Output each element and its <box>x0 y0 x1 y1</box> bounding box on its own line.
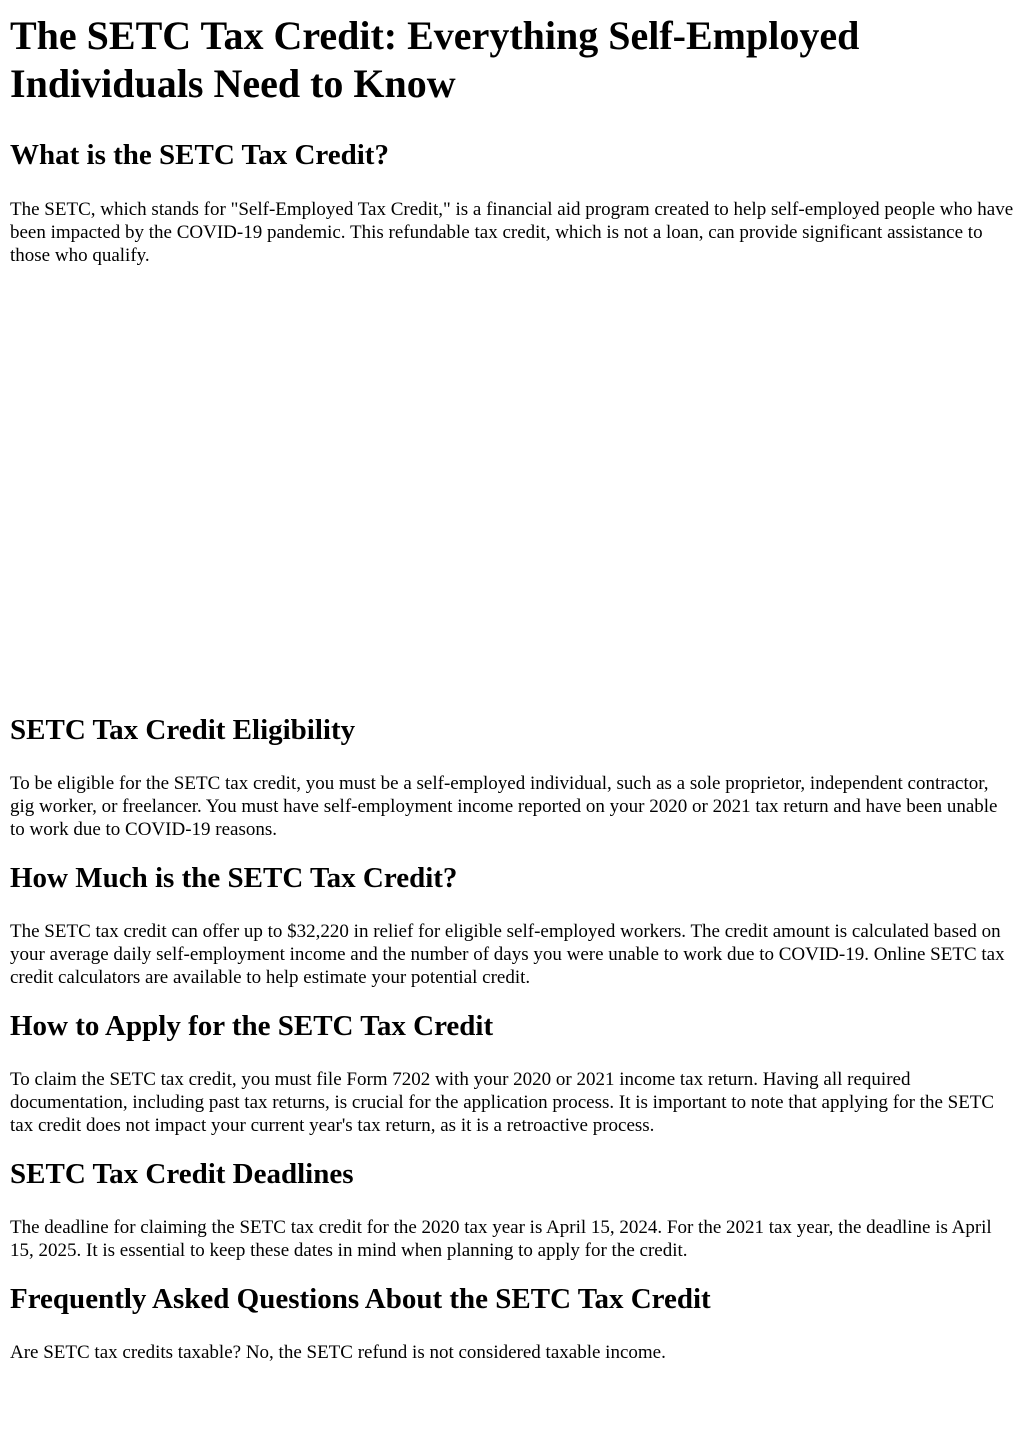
section-body-what-is: The SETC, which stands for "Self-Employed Tax Credit," is a financial aid program created to help self-employed people who have been impacted by the COVID-19 pandemic. This refundable tax credit, which is not a loan, can provide significant assistance to those who qualify. <box>10 199 1014 266</box>
section-heading-how-to-apply: How to Apply for the SETC Tax Credit <box>10 1010 494 1042</box>
section-body-how-to-apply: To claim the SETC tax credit, you must file Form 7202 with your 2020 or 2021 income tax return. Having all required documentation, including past tax returns, is crucial for the application process. It is important to note that applying for the SETC tax credit does not impact your current year's tax return, as it is a retroactive process. <box>10 1069 995 1136</box>
section-heading-faq: Frequently Asked Questions About the SETC Tax Credit <box>10 1283 711 1315</box>
section-body-how-much: The SETC tax credit can offer up to $32,220 in relief for eligible self-employed workers. The credit amount is calculated based on your average daily self-employment income and the number of days you were unable to work due to COVID-19. Online SETC tax credit calculators are available to help estimate your potential credit. <box>10 921 1005 988</box>
section-heading-deadlines: SETC Tax Credit Deadlines <box>10 1158 354 1190</box>
section-body-faq: Are SETC tax credits taxable? No, the SETC refund is not considered taxable income. <box>10 1342 666 1363</box>
page-title: The SETC Tax Credit: Everything Self-Employed Individuals Need to Know <box>10 13 860 106</box>
section-body-deadlines: The deadline for claiming the SETC tax credit for the 2020 tax year is April 15, 2024. For the 2021 tax year, the deadline is April 15, 2025. It is essential to keep these dates in mind when planning to apply for the credit. <box>10 1217 992 1261</box>
article <box>10 0 1014 1364</box>
section-body-eligibility: To be eligible for the SETC tax credit, you must be a self-employed individual, such as a sole proprietor, independent contractor, gig worker, or freelancer. You must have self-employment income reported on your 2020 or 2021 tax return and have been unable to work due to COVID-19 reasons. <box>10 773 998 840</box>
blank-space <box>10 267 1014 713</box>
section-heading-what-is: What is the SETC Tax Credit? <box>10 139 389 171</box>
section-heading-how-much: How Much is the SETC Tax Credit? <box>10 862 458 894</box>
section-heading-eligibility: SETC Tax Credit Eligibility <box>10 714 356 746</box>
